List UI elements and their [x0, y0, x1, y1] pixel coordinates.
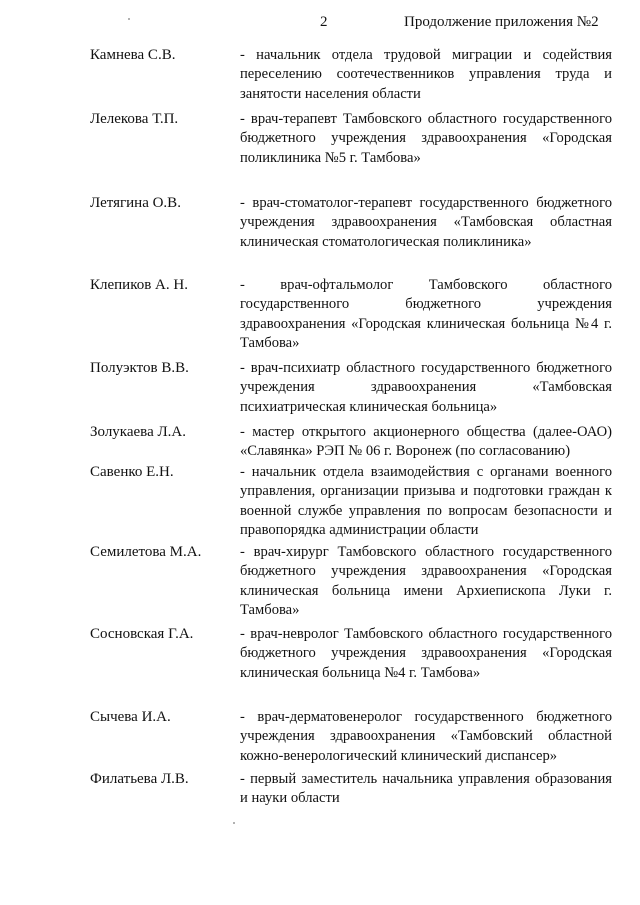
person-position: - мастер открытого акционерного общества (далее-ОАО) «Славянка» РЭП № 06 г. Воронеж (по согласованию) — [240, 424, 612, 460]
person-name: Филатьева Л.В. — [90, 771, 189, 787]
list-item — [0, 276, 640, 359]
scan-speck — [233, 822, 235, 824]
person-name: Сычева И.А. — [90, 709, 171, 725]
person-name: Летягина О.В. — [90, 195, 181, 211]
list-item — [0, 194, 640, 276]
list-item — [0, 543, 640, 625]
person-position: - начальник отдела взаимодействия с органами военного управления, организации призыва и подготовки граждан к военной службе управления по вопросам безопасности и правопорядка администрации области — [240, 464, 612, 538]
list-item — [0, 423, 640, 463]
page-number: 2 — [320, 14, 328, 30]
person-position: - врач-невролог Тамбовского областного государственного бюджетного учреждения здравоохранения «Городская клиническая больница №4 г. Тамбова» — [240, 626, 612, 681]
person-position: - первый заместитель начальника управления образования и науки области — [240, 771, 612, 807]
member-list — [0, 46, 640, 814]
person-name: Савенко Е.Н. — [90, 464, 174, 480]
list-item — [0, 770, 640, 814]
person-name: Семилетова М.А. — [90, 544, 202, 560]
list-item — [0, 110, 640, 194]
person-position: - врач-стоматолог-терапевт государственного бюджетного учреждения здравоохранения «Тамбовская областная клиническая стоматологическая поликлиника» — [240, 195, 612, 250]
list-item — [0, 463, 640, 543]
person-name: Камнева С.В. — [90, 47, 176, 63]
person-position: - врач-офтальмолог Тамбовского областного государственного бюджетного учреждения здравоохранения «Городская клиническая больница №4 г. Тамбова» — [240, 277, 612, 351]
person-position: - врач-терапевт Тамбовского областного государственного бюджетного учреждения здравоохранения «Городская поликлиника №5 г. Тамбова» — [240, 111, 612, 166]
appendix-continuation-label: Продолжение приложения №2 — [404, 14, 599, 30]
person-position: - врач-дерматовенеролог государственного бюджетного учреждения здравоохранения «Тамбовский областной кожно-венерологический клинический диспансер» — [240, 709, 612, 764]
person-name: Полуэктов В.В. — [90, 360, 189, 376]
list-item — [0, 708, 640, 770]
person-name: Лелекова Т.П. — [90, 111, 179, 127]
person-name: Клепиков А. Н. — [90, 277, 188, 293]
person-name: Золукаева Л.А. — [90, 424, 186, 440]
person-position: - врач-психиатр областного государственного бюджетного учреждения здравоохранения «Тамбовская психиатрическая клиническая больница» — [240, 360, 612, 415]
person-name: Сосновская Г.А. — [90, 626, 194, 642]
scan-speck — [128, 18, 130, 20]
person-position: - начальник отдела трудовой миграции и содействия переселению соотечественников управления труда и занятости населения области — [240, 47, 612, 102]
list-item — [0, 625, 640, 708]
person-position: - врач-хирург Тамбовского областного государственного бюджетного учреждения здравоохранения «Городская клиническая больница имени Архиепископа Луки г. Тамбова» — [240, 544, 612, 618]
list-item — [0, 359, 640, 423]
list-item — [0, 46, 640, 110]
